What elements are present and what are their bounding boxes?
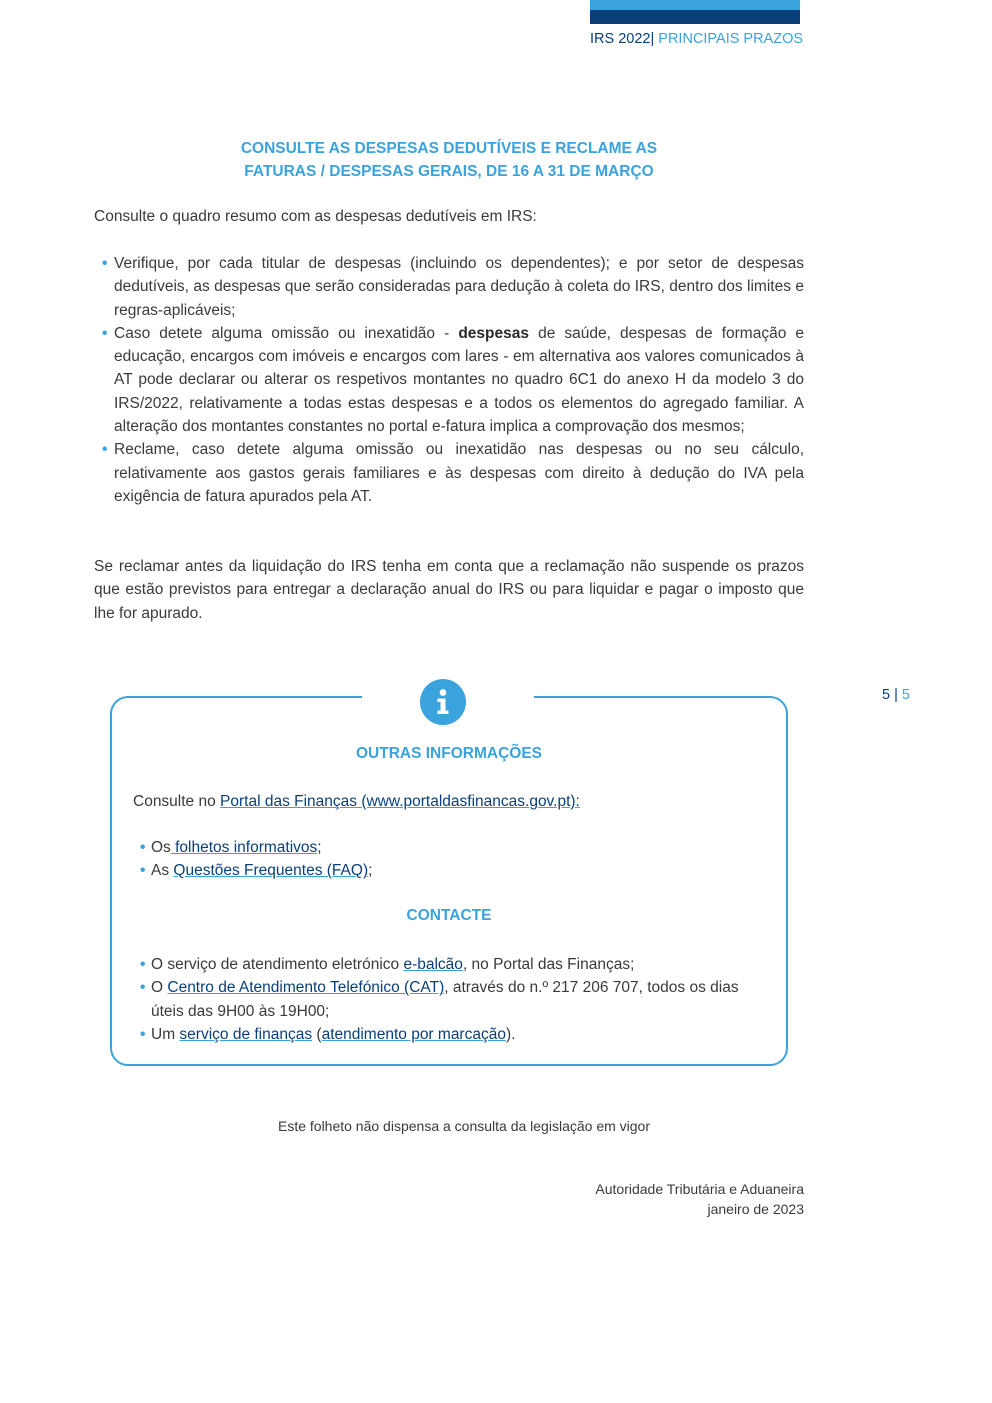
list-item	[140, 1023, 780, 1046]
bullet-text: Verifique, por cada titular de despesas (incluindo os dependentes); e por setor de despesas dedutíveis, as despesas que serão consideradas para dedução à coleta do IRS, dentro dos limites e regras-aplicáveis;	[114, 255, 804, 319]
item-text: O	[151, 979, 168, 997]
bullet-dot-icon: •	[102, 324, 108, 342]
e-balcao-link[interactable]: e-balcão	[403, 956, 463, 973]
item-text: As	[151, 862, 174, 880]
bullet-dot-icon: •	[140, 979, 146, 997]
header-doc: IRS 2022	[590, 31, 651, 47]
item-text: Os	[151, 839, 171, 856]
header-section: PRINCIPAIS PRAZOS	[658, 31, 804, 47]
claim-paragraph: Se reclamar antes da liquidação do IRS tenha em conta que a reclamação não suspende os prazos que estão previstos para entregar a declaração anual do IRS ou para liquidar e pagar o imposto que lhe for apurado.	[94, 558, 804, 622]
footer	[500, 1179, 804, 1219]
cat-link[interactable]: Centro de Atendimento Telefónico (CAT)	[167, 979, 445, 997]
tax-office-link[interactable]: serviço de finanças	[179, 1025, 313, 1043]
item-text: úteis das 9H00 às 19H00;	[151, 1002, 330, 1020]
list-item	[102, 322, 804, 438]
header-separator: |	[650, 31, 655, 47]
item-text: (	[312, 1025, 322, 1043]
contact-heading: CONTACTE	[406, 907, 492, 924]
portal-financas-link[interactable]: Portal das Finanças (www.portaldasfinancas.gov.pt):	[220, 793, 580, 810]
info-list	[140, 836, 780, 883]
item-text: Um	[151, 1025, 180, 1043]
bullet-dot-icon: •	[102, 255, 108, 272]
bullet-text: Reclame, caso detete alguma omissão ou inexatidão nas despesas ou no seu cálculo, relativamente aos gastos gerais familiares e às despesas com direito à dedução do IVA pela exigência de fatura apurados pela AT.	[114, 441, 804, 505]
list-item	[140, 836, 780, 859]
page-total: 5	[901, 687, 910, 703]
item-text: , através do n.º 217 206 707, todos os dias	[444, 979, 739, 997]
page-current: 5	[882, 687, 891, 703]
intro-paragraph: Consulte o quadro resumo com as despesas dedutíveis em IRS:	[94, 208, 537, 225]
deductible-list	[102, 252, 804, 508]
consult-line	[133, 790, 580, 813]
section-title-line1: CONSULTE AS DESPESAS DEDUTÍVEIS E RECLAME AS	[240, 140, 658, 157]
running-header	[590, 31, 804, 47]
appointment-link[interactable]: atendimento por marcação	[321, 1025, 506, 1043]
bullet-dot-icon: •	[140, 839, 146, 856]
bullet-text-bold: despesas	[458, 324, 530, 342]
footer-date: janeiro de 2023	[707, 1201, 804, 1217]
list-item	[102, 252, 804, 322]
item-text: ).	[505, 1025, 516, 1043]
footer-org: Autoridade Tributária e Aduaneira	[595, 1181, 804, 1197]
list-item	[140, 976, 780, 1023]
info-icon	[420, 679, 466, 725]
other-info-heading: OUTRAS INFORMAÇÕES	[356, 745, 542, 762]
list-item	[102, 438, 804, 508]
consult-text: Consulte no	[133, 793, 221, 810]
header-accent-bar	[590, 0, 800, 10]
leaflets-link[interactable]: folhetos informativos;	[170, 839, 322, 856]
faq-link[interactable]: Questões Frequentes (FAQ)	[173, 862, 369, 880]
item-text: ;	[368, 862, 373, 880]
bullet-text-post: de saúde, despesas de formação e educação, encargos com imóveis e encargos com lares - em alternativa aos valores comunicados à AT pode declarar ou alterar os respetivos montantes no quadro 6C1 do anexo H da modelo 3 do IRS/2022, relativamente a todas estas despesas e a todos os elementos do agregado familiar. A alteração dos montantes constantes no portal e-fatura implica a comprovação dos mesmos;	[114, 324, 804, 436]
item-text: , no Portal das Finanças;	[462, 956, 635, 973]
bullet-dot-icon: •	[140, 956, 146, 973]
header-dark-bar	[590, 10, 800, 24]
list-item	[140, 859, 780, 882]
list-item	[140, 953, 780, 976]
bullet-dot-icon: •	[102, 441, 108, 459]
bullet-dot-icon: •	[140, 1025, 146, 1043]
bullet-dot-icon: •	[140, 862, 146, 880]
section-title	[94, 137, 804, 183]
disclaimer: Este folheto não dispensa a consulta da legislação em vigor	[277, 1118, 650, 1134]
item-text: O serviço de atendimento eletrónico	[151, 956, 404, 973]
section-title-line2: FATURAS / DESPESAS GERAIS, DE 16 A 31 DE MARÇO	[244, 163, 654, 180]
page-separator: |	[894, 687, 898, 703]
bullet-text-pre: Caso detete alguma omissão ou inexatidão -	[114, 324, 459, 342]
contact-list	[140, 953, 780, 1046]
page-number	[870, 687, 910, 703]
